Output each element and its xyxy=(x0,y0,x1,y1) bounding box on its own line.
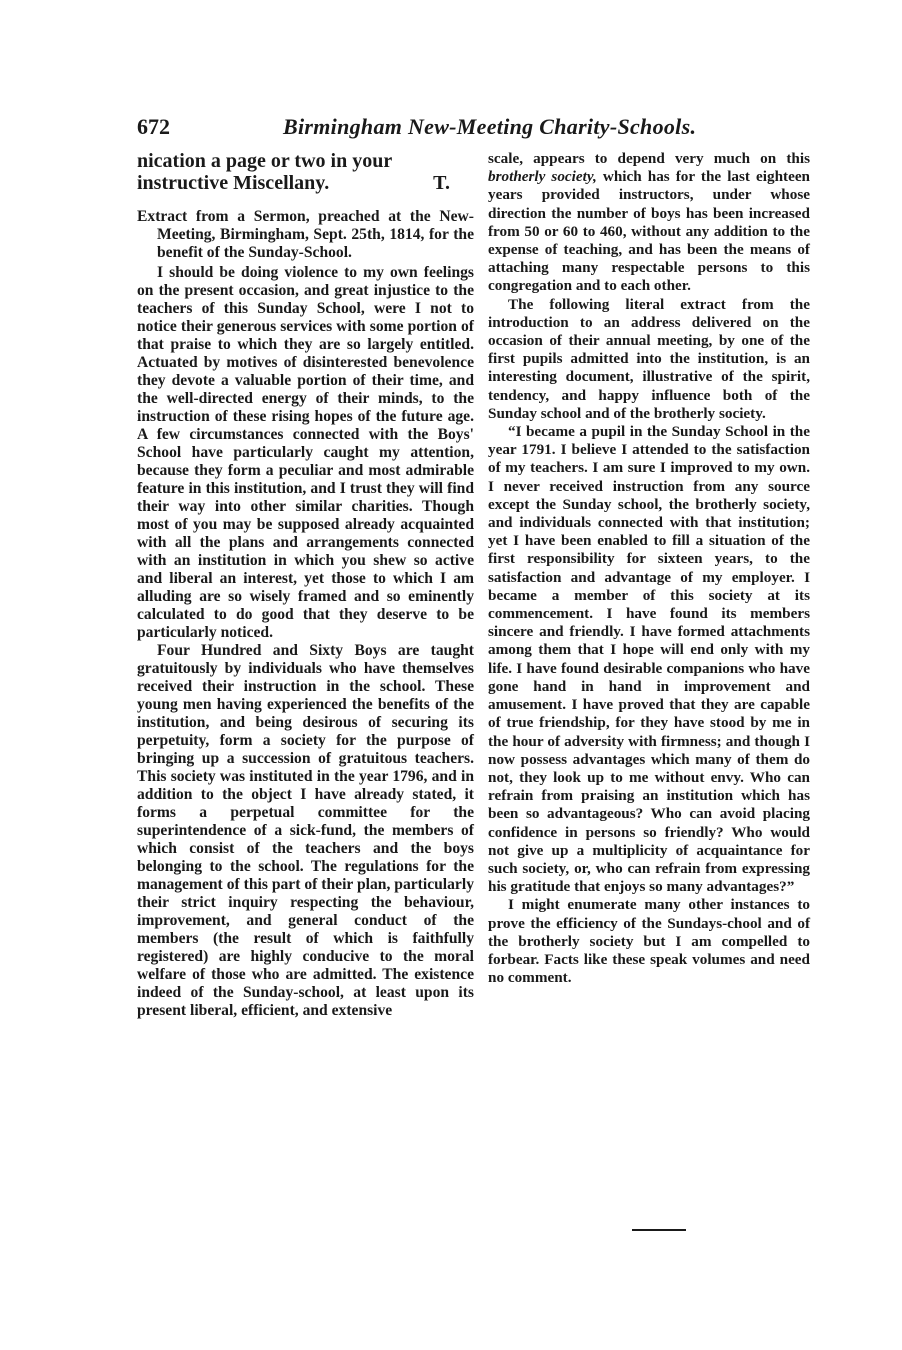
page-header xyxy=(137,114,717,144)
running-head: Birmingham New-Meeting Charity-Schools. xyxy=(283,114,697,139)
left-column xyxy=(137,150,474,1020)
pupil-quote: “I became a pupil in the Sunday School in the year 1791. I believe I attended to the satisfaction of my teachers. I am sure I improved to my own. I never received instruction from any source except the Sunday school, the brotherly society, and individuals connected with that institution; yet I have been enabled to fill a situation of the first responsibility for sixteen years, to the satisfaction and advantage of my employer. I became a member of this society at its commencement. I have found its members sincere and friendly. I have formed attachments among them that I hope will end only with my life. I have found desirable companions who have gone hand in hand in improvement and amusement. I have proved that they are capable of true friendship, for they have stood by me in the hour of adversity with firmness; and though I now possess advantages which many of them do not, they look up to me without envy. Who can refrain from praising an institution which has been so advantageous? Who can avoid placing confidence in persons so friendly? Who would not give up a multiplicity of acquaintance for such society, or, who can refrain from expressing his gratitude that enjoys so many advantages?” xyxy=(488,423,810,896)
lead-text: nication a page or two in your instructive Miscellany. xyxy=(137,150,392,194)
right-column xyxy=(488,150,810,987)
closing-paragraph: I might enumerate many other instances to prove the efficiency of the Sundays-chool and of the brotherly society but I am compelled to forbear. Facts like these speak volumes and need no comment. xyxy=(488,896,810,987)
section-divider xyxy=(632,1229,686,1231)
continued-text-start: scale, appears to depend very much on this xyxy=(488,150,810,167)
extract-heading: Extract from a Sermon, preached at the New-Meeting, Birmingham, Sept. 25th, 1814, for the benefit of the Sunday-School. xyxy=(137,208,474,261)
extract-intro-paragraph: The following literal extract from the introduction to an address delivered on the occasion of their annual meeting, by one of the first pupils admitted into the institution, is an interesting document, illustrative of the spirit, tendency, and happy influence both of the Sunday school and of the brotherly society. xyxy=(488,295,810,422)
page-number: 672 xyxy=(137,114,170,139)
sermon-paragraph-continued xyxy=(488,150,810,296)
lead-paragraph xyxy=(137,150,474,194)
sermon-paragraph-2: Four Hundred and Sixty Boys are taught gratuitously by individuals who have themselves received their instruction in the school. These young men having experienced the benefits of the institution, and being desirous of securing its perpetuity, form a society for the purpose of bringing up a succession of gratuitous teachers. This society was instituted in the year 1796, and in addition to the object I have already stated, it forms a perpetual committee for the superintendence of a sick-fund, the members of which consist of the teachers and the boys belonging to the school. The regulations for the management of this part of their plan, particularly their strict inquiry respecting the behaviour, improvement, and general conduct of the members (the result of which is faithfully registered) are highly conducive to the moral welfare of those who are admitted. The existence indeed of the Sunday-school, at least upon its present liberal, efficient, and extensive xyxy=(137,642,474,1019)
italic-phrase: brotherly society, xyxy=(488,168,597,186)
sermon-paragraph-1: I should be doing violence to my own feelings on the present occasion, and great injustice to the teachers of this Sunday School, were I not to notice their generous services with some portion of that praise to which they are so largely entitled. Actuated by motives of disinterested benevolence they devote a valuable portion of their time, and the well-directed energy of their minds, to the instruction of these rising hopes of the future age. A few circumstances connected with the Boys' School have particularly caught my attention, because they form a peculiar and most admirable feature in this institution, and I trust they will find their way into other similar charities. Though most of you may be supposed already acquainted with all the plans and arrangements connected with an institution in which you shew so active and liberal an interest, yet those to which I am alluding are so wisely framed and so eminently calculated to do good that they deserve to be particularly noticed. xyxy=(137,264,474,641)
continued-text-end: which has for the last eighteen years provided instructors, under whose direction the number of boys has been increased from 50 or 60 to 460, without any addition to the expense of teaching, and has been the means of attaching many respectable persons to this congregation and to each other. xyxy=(488,168,811,295)
lead-signature: T. xyxy=(433,172,450,194)
